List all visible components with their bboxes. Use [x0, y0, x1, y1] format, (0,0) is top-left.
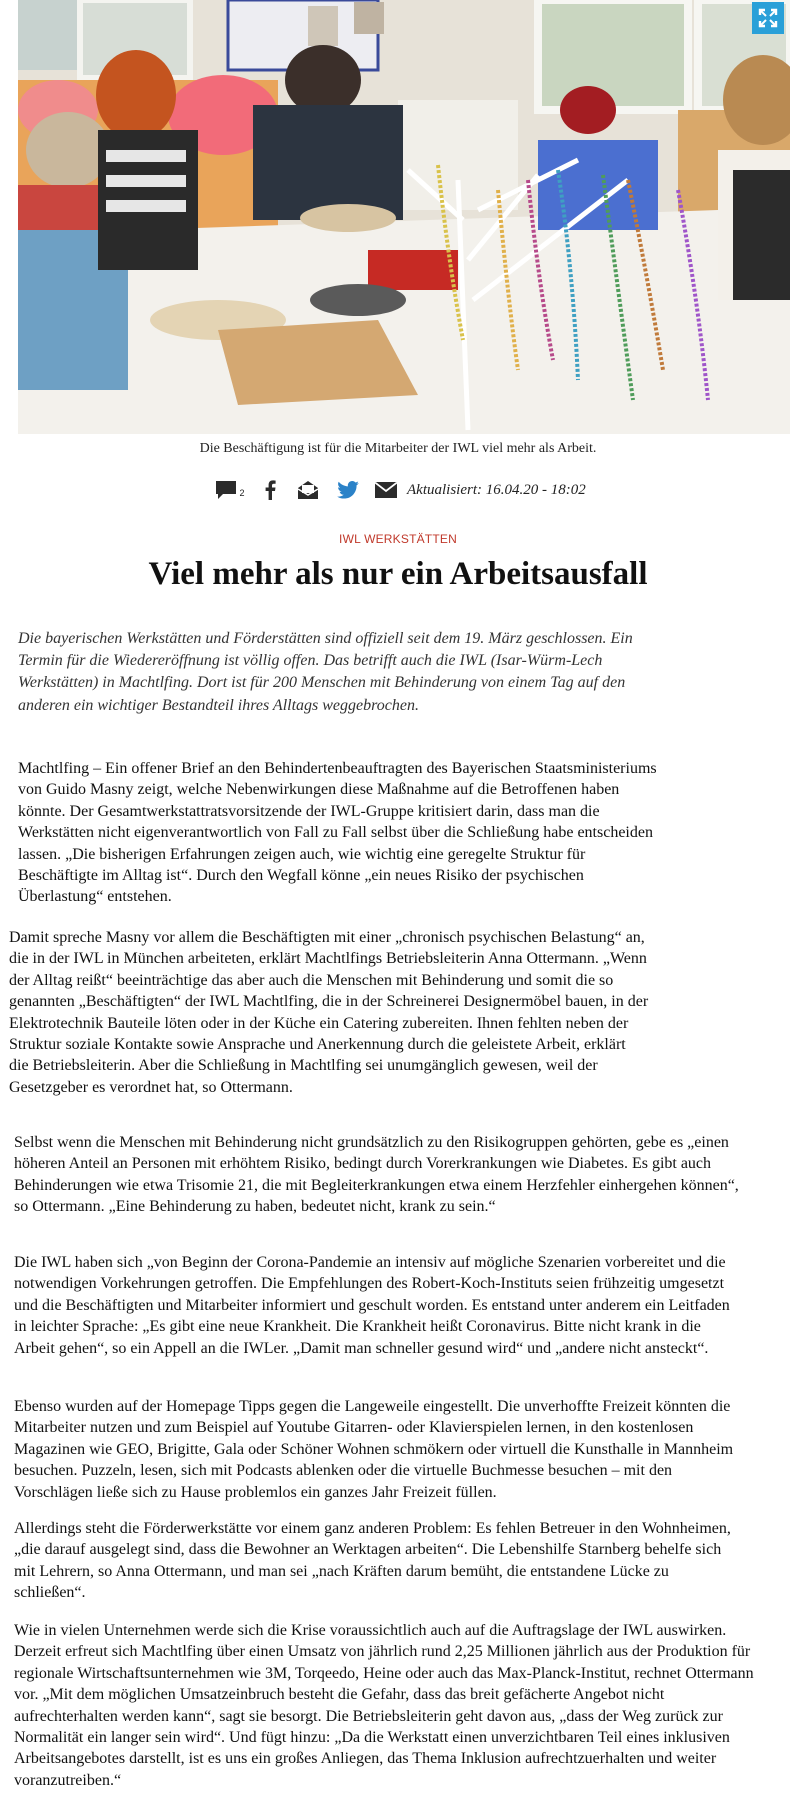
article-paragraph: Damit spreche Masny vor allem die Beschäftigten mit einer „chronisch psychischen Belastung“ an, die in der IWL in München arbeiteten, erklärt Machtlfings Betriebsleiterin Anna Ottermann. „Wenn der Alltag reißt“ beeinträchtige das aber auch die Menschen mit Behinderung und somit die so genannten „Beschäftigten“ der IWL Machtlfing, die in der Schreinerei Designermöbel bauen, in der Elektrotechnik Bauteile löten oder in der Küche ein Catering zubereiten. Ihnen fehlten neben der Struktur soziale Kontakte sowie Ansprache und Anerkennung durch die geleistete Arbeit, erklärt die Betriebsleiterin. Aber die Schließung in Machtlfing sei unumgänglich gewesen, weil der Gesetzgeber es verordnet hat, so Ottermann. — [9, 929, 649, 1096]
twitter-share-button[interactable] — [337, 478, 359, 502]
email-icon — [375, 482, 397, 498]
email-share-button[interactable] — [375, 478, 397, 502]
image-caption: Die Beschäftigung ist für die Mitarbeiter der IWL viel mehr als Arbeit. — [199, 441, 597, 456]
facebook-share-button[interactable] — [262, 478, 278, 502]
expand-image-button[interactable] — [752, 2, 784, 34]
comment-icon — [215, 480, 237, 500]
photo-illustration — [18, 0, 790, 434]
article-kicker: IWL WERKSTÄTTEN — [339, 532, 457, 546]
comments-link[interactable] — [214, 478, 246, 502]
updated-timestamp: Aktualisiert: 16.04.20 - 18:02 — [407, 481, 586, 498]
print-mail-icon — [297, 480, 319, 500]
article-paragraph: Allerdings steht die Förderwerkstätte vor einem ganz anderen Problem: Es fehlen Betreuer in den Wohnheimen, „die darauf ausgelegt sind, dass die Bewohner an Werktagen arbeiten“. Die Lebenshilfe Starnberg behelfe sich mit Lehrern, so Anna Ottermann, und man sei „nach Kräften darum bemüht, die entstandene Lücke zu schließen“. — [14, 1520, 731, 1602]
article-paragraph: Machtlfing – Ein offener Brief an den Behindertenbeauftragten des Bayerischen Staatsministeriums von Guido Masny zeigt, welche Nebenwirkungen diese Maßnahme auf die Betroffenen haben könnte. Der Gesamtwerkstattratsvorsitzende der IWL-Gruppe kritisiert darin, dass man die Werkstätten nicht eigenverantwortlich von Fall zu Fall selbst über die Schließung habe entscheiden lassen. „Die bisherigen Erfahrungen zeigen auch, wie wichtig eine geregelte Struktur für Beschäftigte im Alltag ist“. Durch den Wegfall könne „ein neues Risiko der psychischen Überlastung“ entstehen. — [18, 760, 657, 906]
article-paragraph: Die IWL haben sich „von Beginn der Corona-Pandemie an intensiv auf mögliche Szenarien vorbereitet und die notwendigen Vorkehrungen getroffen. Die Empfehlungen des Robert-Koch-Instituts seien frühzeitig umgesetzt und die Beschäftigten und Mitarbeiter informiert und geschult worden. Es entstand unter anderem ein Leitfaden in leichter Sprache: „Es gibt eine neue Krankheit. Die Krankheit heißt Coronavirus. Bitte nicht krank in die Arbeit gehen“, so ein Appell an die IWLer. „Damit man schneller gesund wird“ und „andere nicht ansteckt“. — [14, 1254, 730, 1357]
twitter-icon — [337, 481, 359, 499]
article-paragraph: Ebenso wurden auf der Homepage Tipps gegen die Langeweile eingestellt. Die unverhoffte Freizeit könnten die Mitarbeiter nutzen und zum Beispiel auf Youtube Gitarren- oder Klavierspielen lernen, in den kostenlosen Magazinen wie GEO, Brigitte, Gala oder Schöner Wohnen schmökern oder virtuell die Kunsthalle in Mannheim besuchen. Puzzeln, lesen, sich mit Podcasts ablenken oder die virtuelle Buchmesse besuchen – mit den Vorschlägen ließe sich zu Hause problemlos ein ganzes Jahr Freizeit füllen. — [14, 1398, 734, 1501]
article-lead: Die bayerischen Werkstätten und Förderstätten sind offiziell seit dem 19. März geschlossen. Ein Termin für die Wiedereröffnung ist völlig offen. Das betrifft auch die IWL (Isar-Würm-Lech Werkstätten) in Machtlfing. Dort ist für 200 Menschen mit Behinderung von einem Tag auf den anderen ein wichtiger Bestandteil ihres Alltags weggebrochen. — [18, 630, 633, 714]
expand-icon — [758, 8, 778, 28]
article-paragraph: Selbst wenn die Menschen mit Behinderung nicht grundsätzlich zu den Risikogruppen gehörten, gebe es „einen höheren Anteil an Personen mit erhöhtem Risiko, bedingt durch Vorerkrankungen wie Diabetes. Es gibt auch Behinderungen wie etwa Trisomie 21, die mit Begleiterkrankungen etwa einem Herzfehler einhergehen können“, so Ottermann. „Eine Behinderung zu haben, bedeutet nicht, krank zu sein.“ — [14, 1134, 739, 1216]
article-photo — [18, 0, 790, 434]
facebook-icon — [264, 480, 276, 500]
article-paragraph: Wie in vielen Unternehmen werde sich die Krise voraussichtlich auch auf die Auftragslage der IWL auswirken. Derzeit erfreut sich Machtlfing über einen Umsatz von jährlich rund 2,25 Millionen jährlich aus der Produktion für regionale Wirtschaftsunternehmen wie 3M, Torqeedo, Heine oder auch das Max-Planck-Institut, rechnet Ottermann vor. „Mit dem möglichen Umsatzeinbruch besteht die Gefahr, dass das breit gefächerte Angebot nicht aufrechterhalten werden kann“, sagt sie besorgt. Die Betriebsleiterin geht davon aus, „dass der Weg zurück zur Normalität ein langer sein wird“. Und fügt hinzu: „Da die Werkstatt einen unverzichtbaren Teil eines inklusiven Arbeitsangebotes darstellt, ist es uns ein großes Anliegen, das Thema Inklusion aufrechtzuerhalten und weiter voranzutreiben.“ — [14, 1622, 754, 1789]
comment-count: 2 — [239, 488, 245, 498]
print-mail-button[interactable] — [296, 478, 320, 502]
share-bar — [214, 478, 586, 502]
article-headline: Viel mehr als nur ein Arbeitsausfall — [148, 556, 648, 592]
